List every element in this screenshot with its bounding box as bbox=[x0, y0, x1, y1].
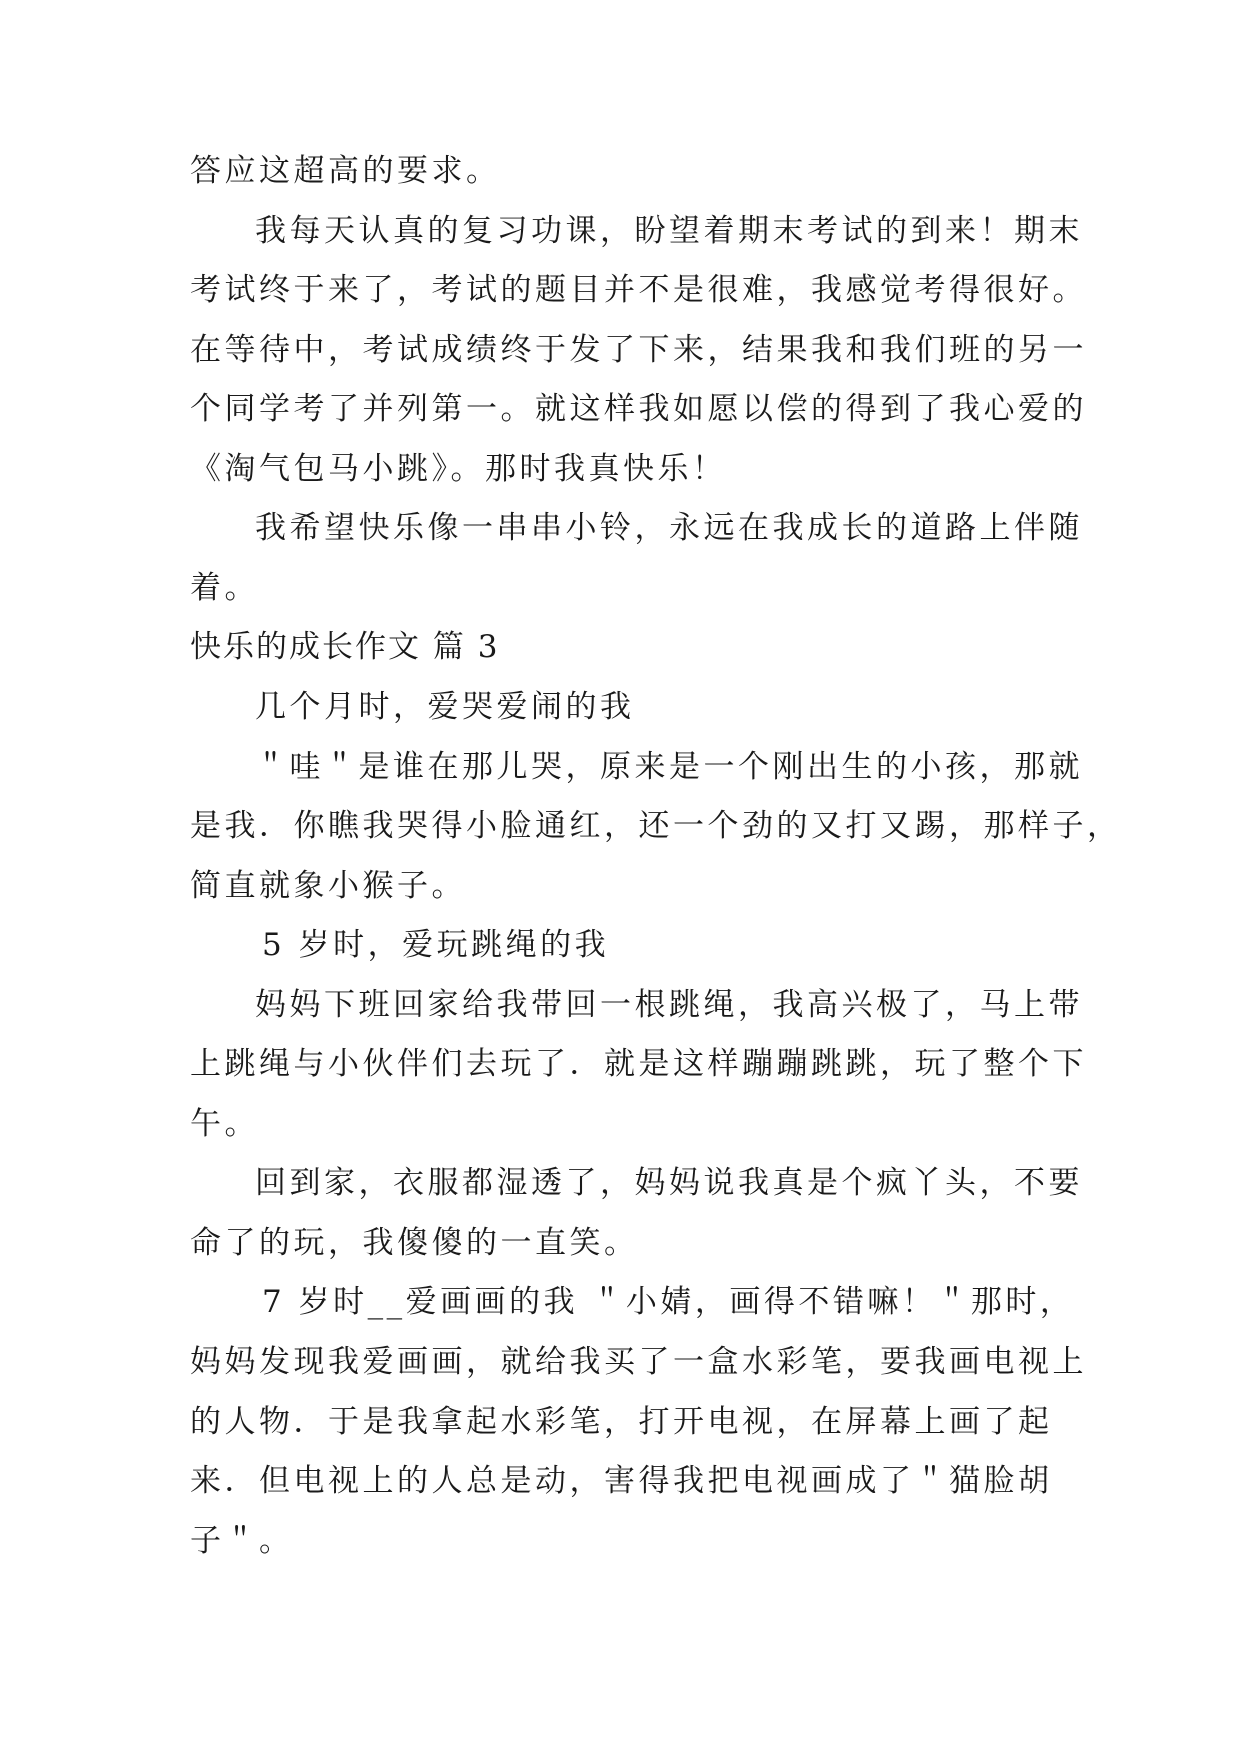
text-line: 我希望快乐像一串串小铃，永远在我成长的道路上伴随 bbox=[255, 510, 1083, 546]
text-line: 答应这超高的要求。 bbox=[190, 153, 501, 189]
text-line: 来．但电视上的人总是动，害得我把电视画成了＂猫脸胡 bbox=[190, 1463, 1053, 1499]
text-line: 《淘气包马小跳》。那时我真快乐！ bbox=[190, 451, 727, 487]
text-line: 个同学考了并列第一。就这样我如愿以偿的得到了我心爱的 bbox=[190, 391, 1087, 427]
subheading: 几个月时，爱哭爱闹的我 bbox=[255, 689, 635, 725]
section-heading: 快乐的成长作文 篇 3 bbox=[190, 629, 500, 665]
text-line: 命了的玩，我傻傻的一直笑。 bbox=[190, 1225, 639, 1261]
text-line: 妈妈发现我爱画画，就给我买了一盒水彩笔，要我画电视上 bbox=[190, 1344, 1087, 1380]
text-line: 简直就象小猴子。 bbox=[190, 868, 466, 904]
text-line: 在等待中，考试成绩终于发了下来，结果我和我们班的另一 bbox=[190, 332, 1087, 368]
text-line: 子＂。 bbox=[190, 1523, 294, 1559]
text-line: 着。 bbox=[190, 570, 259, 606]
text-line: 的人物．于是我拿起水彩笔，打开电视，在屏幕上画了起 bbox=[190, 1404, 1053, 1440]
text-line: 上跳绳与小伙伴们去玩了．就是这样蹦蹦跳跳，玩了整个下 bbox=[190, 1046, 1087, 1082]
text-line: 7 岁时__爱画画的我 ＂小婧，画得不错嘛！＂那时， bbox=[262, 1284, 1075, 1320]
text-line: 午。 bbox=[190, 1106, 259, 1142]
text-line: 妈妈下班回家给我带回一根跳绳，我高兴极了，马上带 bbox=[255, 987, 1083, 1023]
text-line: 回到家，衣服都湿透了，妈妈说我真是个疯丫头，不要 bbox=[255, 1165, 1083, 1201]
text-line: 是我．你瞧我哭得小脸通红，还一个劲的又打又踢，那样子， bbox=[190, 808, 1122, 844]
text-line: 考试终于来了，考试的题目并不是很难，我感觉考得很好。 bbox=[190, 272, 1087, 308]
subheading: 5 岁时，爱玩跳绳的我 bbox=[262, 927, 610, 963]
text-line: ＂哇＂是谁在那儿哭，原来是一个刚出生的小孩，那就 bbox=[255, 749, 1083, 785]
text-line: 我每天认真的复习功课，盼望着期末考试的到来！期末 bbox=[255, 213, 1083, 249]
